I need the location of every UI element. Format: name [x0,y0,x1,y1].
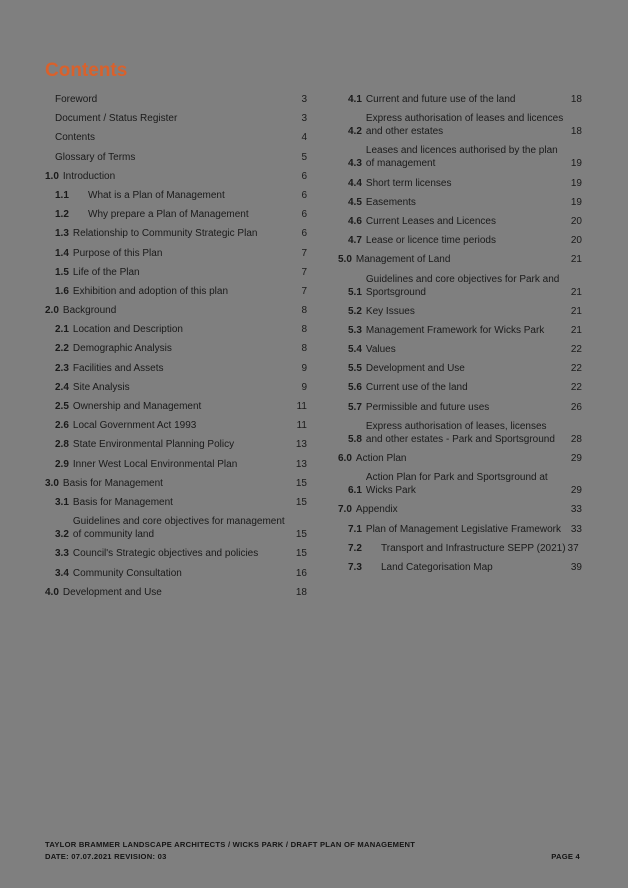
toc-entry-number: 1.4 [55,247,69,259]
toc-entry-page: 20 [570,235,582,247]
toc-entry-title: Facilities and Assets [72,362,164,374]
toc-entry-page: 20 [570,215,582,227]
toc-entry [45,131,307,144]
toc-entry-number: 2.8 [55,439,69,451]
toc-entry-number: 2.6 [55,420,69,432]
toc-entry-page: 9 [301,362,307,374]
toc-entry [338,471,582,497]
toc-entry-page: 18 [570,94,582,105]
toc-entry-title: Transport and Infrastructure SEPP (2021) [381,542,566,554]
toc-entry-title: Local Government Act 1993 [72,420,197,432]
toc-entry-page: 18 [295,586,307,598]
toc-entry [45,381,307,394]
toc-entry [45,400,307,413]
toc-entry-number: 3.2 [55,529,69,541]
toc-entry-page: 15 [295,496,307,508]
toc-entry [338,196,582,209]
toc-entry-title: Guidelines and core objectives for management of community land [72,516,285,541]
toc-entry-page: 7 [301,247,307,259]
toc-entry-title: Inner West Local Environmental Plan [72,458,238,470]
toc-entry-page: 4 [301,132,307,144]
toc-entry-number: 6.1 [348,485,362,497]
toc-entry-number: 2.1 [55,324,69,336]
toc-entry-number: 5.8 [348,433,362,445]
toc-entry-title: Relationship to Community Strategic Plan [72,228,258,240]
toc-entry-number: 2.0 [45,305,59,317]
toc-entry-number: 5.1 [348,286,362,298]
toc-entry [45,515,307,541]
toc-entry-number: 2.3 [55,362,69,374]
toc-entry-number: 2.9 [55,458,69,470]
toc-entry [338,234,582,247]
toc-entry-number: 3.0 [45,477,59,489]
toc-entry-number: 2.2 [55,343,69,355]
toc-entry-page: 19 [570,196,582,208]
toc-entry-page: 22 [570,382,582,394]
toc-entry-title: Contents [55,132,96,144]
toc-entry [45,208,307,221]
toc-entry-page: 28 [570,433,582,445]
toc-entry-title: Express authorisation of leases, licenses and other estates - Park and Sportsground [365,420,555,445]
toc-entry-number: 5.7 [348,401,362,413]
toc-entry [45,547,307,560]
toc-entry-page: 6 [301,209,307,221]
toc-entry-title: Permissible and future uses [365,401,490,413]
toc-entry-number: 1.6 [55,285,69,297]
toc-entry-title: Demographic Analysis [72,343,172,355]
toc-entry-number: 5.6 [348,382,362,394]
toc-entry-page: 5 [301,151,307,163]
toc-entry-number: 5.4 [348,344,362,356]
toc-entry-number: 1.5 [55,266,69,278]
toc-entry-number: 1.0 [45,170,59,182]
toc-entry-page: 22 [570,363,582,375]
toc-entry-title: Management Framework for Wicks Park [365,324,545,336]
toc-entry-title: Background [62,305,117,317]
toc-entry-title: Land Categorisation Map [381,561,493,573]
toc-entry [45,496,307,509]
toc-entry-page: 37 [567,542,579,554]
toc-entry-number: 2.5 [55,401,69,412]
toc-entry [338,523,582,536]
footer-project-line: TAYLOR BRAMMER LANDSCAPE ARCHITECTS / WICKS PARK / DRAFT PLAN OF MANAGEMENT [45,840,416,849]
toc-entry-page: 9 [301,381,307,393]
toc-entry-title: Short term licenses [365,177,452,189]
toc-entry-page: 15 [295,548,307,560]
toc-entry-title: Exhibition and adoption of this plan [72,285,229,297]
toc-entry [45,304,307,317]
toc-entry [338,420,582,446]
toc-entry-page: 19 [570,158,582,170]
toc-entry [45,227,307,240]
toc-entry-title: Glossary of Terms [55,151,136,163]
toc-entry-page: 7 [301,285,307,297]
toc-entry-number: 4.7 [348,235,362,247]
toc-entry [338,452,582,465]
toc-entry [45,567,307,580]
toc-entry [338,93,582,106]
toc-entry [338,253,582,266]
toc-entry-title: Guidelines and core objectives for Park and Sportsground [365,273,560,298]
toc-entry-number: 6.0 [338,453,352,464]
toc-entry-number: 5.0 [338,254,352,266]
toc-right-column [338,93,582,605]
toc-entry-title: Values [365,344,396,356]
page-footer [45,839,580,863]
toc-entry [338,542,582,555]
toc-entry [45,438,307,451]
toc-entry-number: 4.5 [348,196,362,208]
toc-entry [338,401,582,414]
toc-entry-page: 3 [301,94,307,105]
toc-entry-page: 7 [301,266,307,278]
toc-entry-page: 21 [570,324,582,336]
toc-entry-page: 22 [570,344,582,356]
toc-entry [45,266,307,279]
toc-entry [45,458,307,471]
toc-entry [338,112,582,138]
toc-entry [45,323,307,336]
toc-entry-title: Express authorisation of leases and licences and other estates [365,113,564,138]
toc-entry-page: 15 [295,477,307,489]
toc-entry-page: 13 [295,439,307,451]
toc-entry-title: Site Analysis [72,381,130,393]
toc-entry-title: Introduction [62,170,116,182]
toc-entry-number: 5.5 [348,363,362,375]
toc-entry-title: Plan of Management Legislative Framework [365,523,561,535]
toc-entry-number: 1.2 [55,209,69,221]
toc [45,93,580,605]
toc-entry [338,144,582,170]
toc-entry-number: 4.0 [45,586,59,598]
toc-entry-number: 5.3 [348,324,362,336]
toc-entry [45,419,307,432]
toc-entry-number: 3.4 [55,567,69,579]
toc-entry [45,170,307,183]
toc-entry [338,561,582,574]
toc-entry [338,305,582,318]
toc-entry-title: Action Plan for Park and Sportsground at Wicks Park [365,472,548,497]
toc-entry-title: Current use of the land [365,382,468,394]
toc-entry-page: 11 [296,401,307,412]
footer-revision-value: 03 [157,852,167,861]
toc-entry-title: Key Issues [365,305,415,317]
toc-entry [45,112,307,125]
toc-entry-title: Current Leases and Licences [365,215,496,227]
toc-entry [45,477,307,490]
toc-entry-title: Foreword [55,94,98,105]
toc-entry-page: 33 [570,504,582,516]
toc-left-column [45,93,307,605]
toc-entry-title: Lease or licence time periods [365,235,496,247]
toc-entry-title: Current and future use of the land [365,94,516,105]
toc-entry-page: 39 [570,561,582,573]
toc-entry [338,215,582,228]
toc-entry [45,151,307,164]
toc-entry-number: 3.3 [55,548,69,560]
toc-entry-title: Appendix [355,504,398,516]
toc-entry-number: 4.6 [348,215,362,227]
toc-entry-page: 19 [570,177,582,189]
toc-entry [45,247,307,260]
toc-entry-page: 29 [570,453,582,464]
toc-entry-number: 7.2 [348,542,362,554]
toc-entry-page: 6 [301,228,307,240]
toc-entry-title: Basis for Management [62,477,163,489]
toc-entry-page: 16 [295,567,307,579]
toc-entry-page: 13 [295,458,307,470]
toc-entry-page: 33 [570,523,582,535]
toc-entry-title: Ownership and Management [72,401,202,412]
toc-entry-page: 3 [301,113,307,125]
toc-entry-page: 21 [570,254,582,266]
toc-entry [45,93,307,106]
toc-entry-title: State Environmental Planning Policy [72,439,235,451]
toc-entry-number: 4.1 [348,94,362,105]
toc-entry-page: 26 [570,401,582,413]
toc-entry [338,343,582,356]
toc-entry-page: 11 [296,420,307,432]
toc-entry-title: Leases and licences authorised by the plan of management [365,145,558,170]
toc-entry-title: Document / Status Register [55,113,178,125]
toc-entry-page: 8 [301,343,307,355]
toc-entry-title: Easements [365,196,416,208]
footer-date-value: 07.07.2021 [71,852,112,861]
contents-title: Contents [45,60,128,81]
toc-entry-title: What is a Plan of Management [88,189,225,201]
toc-entry [45,586,307,599]
toc-entry-title: Why prepare a Plan of Management [88,209,249,221]
toc-entry-title: Development and Use [365,363,465,375]
footer-revision-label: REVISION: [114,852,156,861]
toc-entry-number: 7.0 [338,504,352,516]
toc-entry-title: Location and Description [72,324,183,336]
toc-entry-number: 1.1 [55,189,69,201]
toc-entry [338,177,582,190]
toc-entry-page: 6 [301,189,307,201]
toc-entry [45,189,307,202]
toc-entry-page: 29 [570,485,582,497]
toc-entry [45,285,307,298]
toc-entry-number: 7.1 [348,523,362,535]
toc-entry-number: 3.1 [55,496,69,508]
toc-entry-number: 5.2 [348,305,362,317]
toc-entry-title: Basis for Management [72,496,173,508]
toc-entry [338,362,582,375]
toc-entry-page: 18 [570,126,582,138]
toc-entry-title: Management of Land [355,254,451,266]
toc-entry-title: Life of the Plan [72,266,140,278]
toc-entry-page: 6 [301,170,307,182]
toc-entry [45,342,307,355]
toc-entry-number: 4.3 [348,158,362,170]
toc-entry-number: 4.4 [348,177,362,189]
toc-entry-number: 1.3 [55,228,69,240]
toc-entry [338,273,582,299]
toc-entry [45,362,307,375]
toc-entry-page: 15 [295,529,307,541]
toc-entry-page: 8 [301,305,307,317]
toc-entry-page: 8 [301,324,307,336]
footer-date-label: DATE: [45,852,69,861]
toc-entry-page: 21 [570,286,582,298]
toc-entry-number: 2.4 [55,381,69,393]
toc-entry-title: Council's Strategic objectives and policies [72,548,259,560]
footer-date-revision [45,851,167,863]
toc-entry-title: Purpose of this Plan [72,247,163,259]
toc-entry-title: Community Consultation [72,567,182,579]
toc-entry-title: Action Plan [355,453,407,464]
toc-entry-number: 7.3 [348,561,362,573]
toc-entry [338,381,582,394]
toc-entry-page: 21 [570,305,582,317]
toc-entry [338,503,582,516]
toc-entry [338,324,582,337]
footer-page-number: PAGE 4 [551,852,580,861]
toc-entry-title: Development and Use [62,586,162,598]
toc-entry-number: 4.2 [348,126,362,138]
